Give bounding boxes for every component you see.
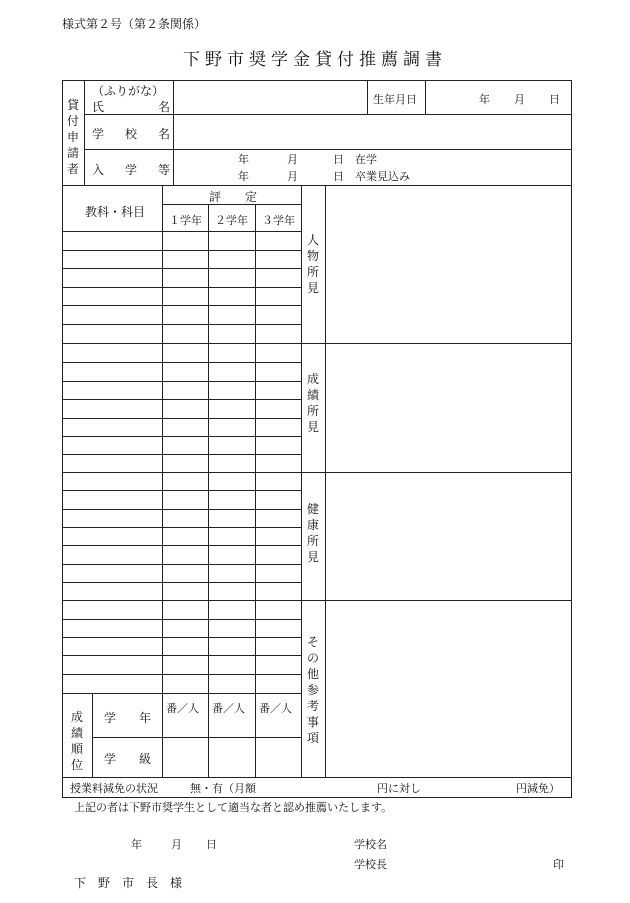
applicant-section-label: 貸付申請者 <box>66 98 79 176</box>
enroll-month-2: 月 <box>287 170 298 183</box>
subject-header: 教科・科目 <box>85 205 146 219</box>
evaluation-header: 評 定 <box>209 190 258 204</box>
footer-date-month: 月 <box>171 838 182 851</box>
seal-mark: 印 <box>553 858 564 871</box>
page-title: 下野市奨学金貸付推薦調書 <box>183 50 447 70</box>
enroll-status-enrolled: 在学 <box>355 153 377 166</box>
rank-grade-label-1: 学 <box>104 711 117 725</box>
character-remarks-label: 人物所見 <box>306 233 319 295</box>
rank-unit-year-2: 番／人 <box>212 702 245 715</box>
enroll-label-3: 等 <box>158 163 171 177</box>
furigana-label: （ふりがな） <box>92 84 165 98</box>
enroll-month-1: 月 <box>287 153 298 166</box>
tuition-end: 円減免） <box>516 782 560 795</box>
enroll-year-1: 年 <box>238 153 249 166</box>
enroll-day-2: 日 <box>333 170 344 183</box>
form-number: 様式第２号（第２条関係） <box>62 17 207 31</box>
year-1-header: １学年 <box>169 214 202 227</box>
school-label-2: 校 <box>125 127 138 141</box>
year-3-header: ３学年 <box>262 214 295 227</box>
birth-month-label: 月 <box>514 93 525 106</box>
enroll-label-1: 入 <box>92 163 105 177</box>
enroll-year-2: 年 <box>238 170 249 183</box>
name-label-2: 名 <box>158 100 171 114</box>
tuition-label: 授業料減免の状況 <box>70 782 158 795</box>
enroll-status-graduating: 卒業見込み <box>355 170 410 183</box>
tuition-mid: 円に対し <box>377 782 421 795</box>
rank-label: 成績順位 <box>70 710 83 772</box>
rank-unit-year-1: 番／人 <box>166 702 199 715</box>
principal-label: 学校長 <box>354 858 387 871</box>
footer-date-day: 日 <box>206 838 217 851</box>
enroll-label-2: 学 <box>125 163 138 177</box>
other-remarks-label: その他参考事項 <box>306 635 319 745</box>
rank-class-label-1: 学 <box>104 752 117 766</box>
rank-class-label-2: 級 <box>139 752 152 766</box>
rank-grade-label-2: 年 <box>139 711 152 725</box>
school-label-1: 学 <box>92 127 105 141</box>
addressee: 下 野 市 長 様 <box>74 876 183 890</box>
academic-remarks-label: 成績所見 <box>306 372 319 434</box>
birthdate-label: 生年月日 <box>373 93 417 106</box>
rank-unit-year-3: 番／人 <box>259 702 292 715</box>
name-label-1: 氏 <box>92 100 105 114</box>
enroll-day-1: 日 <box>333 153 344 166</box>
recommendation-statement: 上記の者は下野市奨学生として適当な者と認め推薦いたします。 <box>74 801 393 814</box>
year-2-header: ２学年 <box>215 214 248 227</box>
birth-day-label: 日 <box>549 93 560 106</box>
tuition-status: 無・有（月額 <box>190 782 256 795</box>
footer-date-year: 年 <box>131 838 142 851</box>
health-remarks-label: 健康所見 <box>306 502 319 564</box>
school-name-label: 学校名 <box>354 838 387 851</box>
school-label-3: 名 <box>158 127 171 141</box>
birth-year-label: 年 <box>479 93 490 106</box>
